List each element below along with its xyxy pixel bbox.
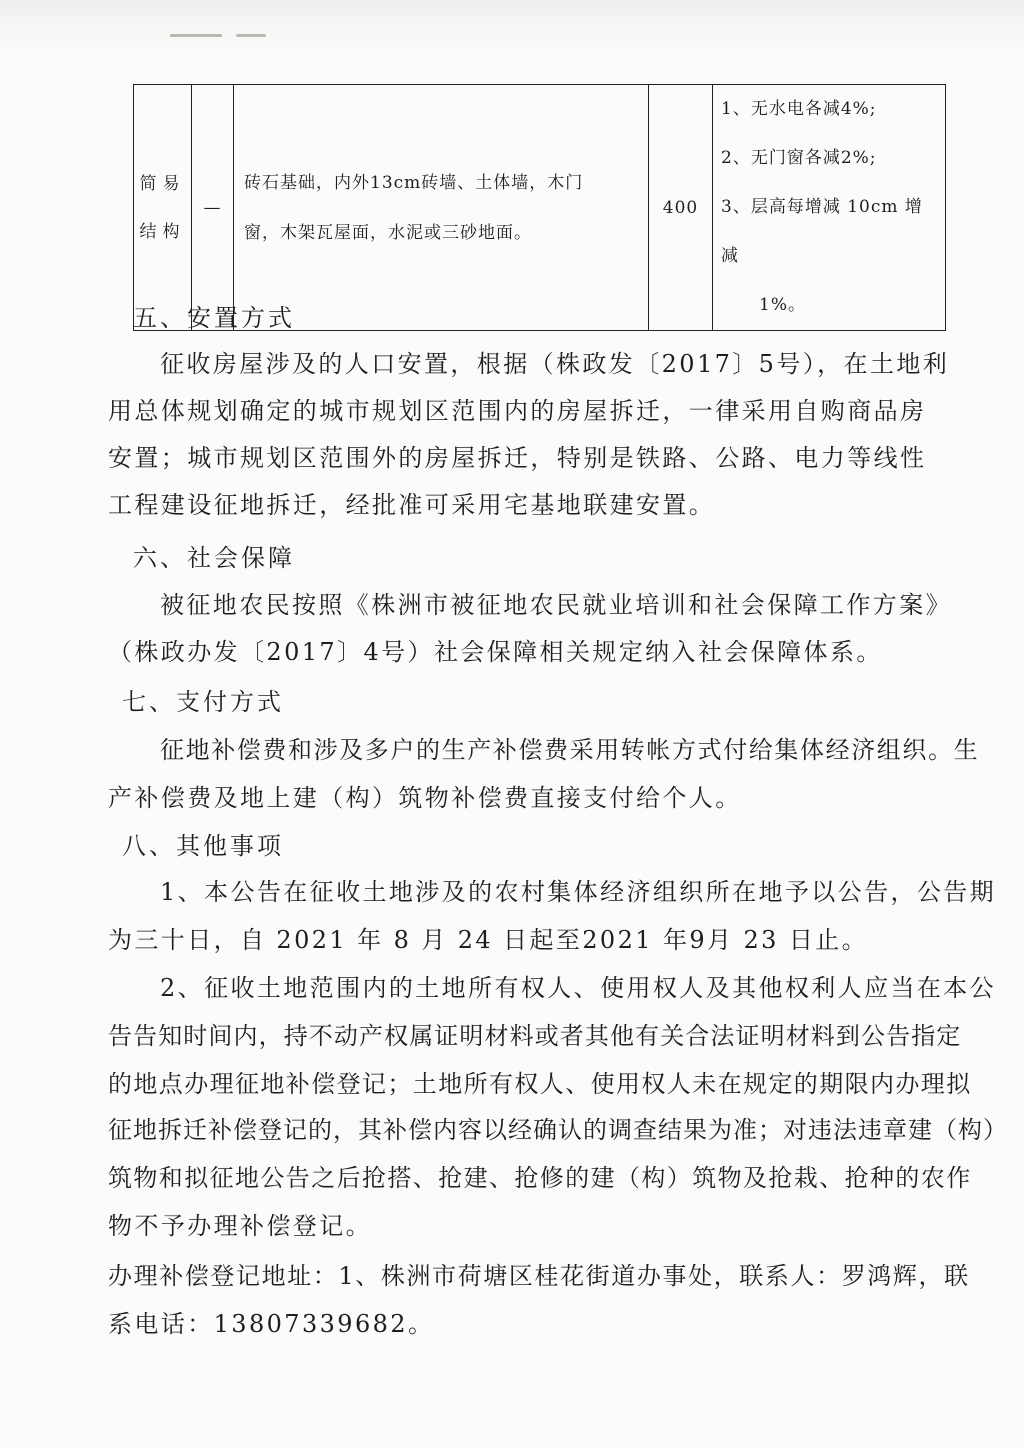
paragraph-line: 筑物和拟征地公告之后抢搭、抢建、抢修的建（构）筑物及抢栽、抢种的农作 xyxy=(108,1164,972,1192)
paragraph-line: 1、本公告在征收土地涉及的农村集体经济组织所在地予以公告，公告期 xyxy=(160,878,997,906)
notes-cell xyxy=(713,85,946,331)
paragraph-line: （株政办发〔2017〕4号）社会保障相关规定纳入社会保障体系。 xyxy=(108,638,883,666)
description-cell xyxy=(234,85,649,331)
description-line: 窗，木架瓦屋面，水泥或三砂地面。 xyxy=(244,222,532,243)
note-line: 1、无水电各减4%; xyxy=(721,99,877,119)
note-line: 3、层高每增减 10cm 增减 xyxy=(721,197,923,266)
category-cell xyxy=(134,85,192,331)
table-row xyxy=(134,85,946,331)
note-line: 1%。 xyxy=(759,295,806,315)
paragraph-line: 安置；城市规划区范围外的房屋拆迁，特别是铁路、公路、电力等线性 xyxy=(108,444,927,472)
paragraph-line: 征收房屋涉及的人口安置，根据（株政发〔2017〕5号），在土地利 xyxy=(160,350,950,378)
compensation-table xyxy=(133,84,946,331)
paragraph-line: 用总体规划确定的城市规划区范围内的房屋拆迁，一律采用自购商品房 xyxy=(108,397,927,425)
section-heading-other-matters: 八、其他事项 xyxy=(122,832,284,860)
paragraph-line: 工程建设征地拆迁，经批准可采用宅基地联建安置。 xyxy=(108,491,716,519)
paragraph-line: 被征地农民按照《株洲市被征地农民就业培训和社会保障工作方案》 xyxy=(160,591,952,619)
paragraph-line: 2、征收土地范围内的土地所有权人、使用权人及其他权利人应当在本公 xyxy=(160,974,997,1002)
section-heading-social-security: 六、社会保障 xyxy=(133,544,295,572)
paragraph-line: 为三十日，自 2021 年 8 月 24 日起至2021 年9月 23 日止。 xyxy=(108,926,869,954)
contact-line: 办理补偿登记地址：1、株洲市荷塘区桂花街道办事处，联系人：罗鸿辉，联 xyxy=(108,1262,970,1290)
scan-edge-shadow xyxy=(0,0,1024,52)
paragraph-line: 产补偿费及地上建（构）筑物补偿费直接支付给个人。 xyxy=(108,784,742,812)
paragraph-line: 征地补偿费和涉及多户的生产补偿费采用转帐方式付给集体经济组织。生 xyxy=(160,736,980,764)
note-line: 2、无门窗各减2%; xyxy=(721,148,877,168)
description-line: 砖石基础，内外13cm砖墙、土体墙，木门 xyxy=(244,172,584,193)
paragraph-line: 告告知时间内，持不动产权属证明材料或者其他有关合法证明材料到公告指定 xyxy=(108,1022,962,1050)
contact-line: 系电话：13807339682。 xyxy=(108,1310,435,1338)
section-heading-payment: 七、支付方式 xyxy=(122,688,284,716)
price-cell: 400 xyxy=(649,85,713,331)
paragraph-line: 物不予办理补偿登记。 xyxy=(108,1212,372,1240)
category-line: 简易 xyxy=(139,173,186,194)
scan-mark xyxy=(170,34,222,37)
scan-mark xyxy=(236,34,266,37)
grade-cell: — xyxy=(192,85,234,331)
paragraph-line: 的地点办理征地补偿登记；土地所有权人、使用权人未在规定的期限内办理拟 xyxy=(108,1070,972,1098)
section-heading-resettlement: 五、安置方式 xyxy=(133,304,295,332)
category-line: 结构 xyxy=(139,221,186,242)
paragraph-line: 征地拆迁补偿登记的，其补偿内容以经确认的调查结果为准；对违法违章建（构） xyxy=(108,1116,1008,1144)
